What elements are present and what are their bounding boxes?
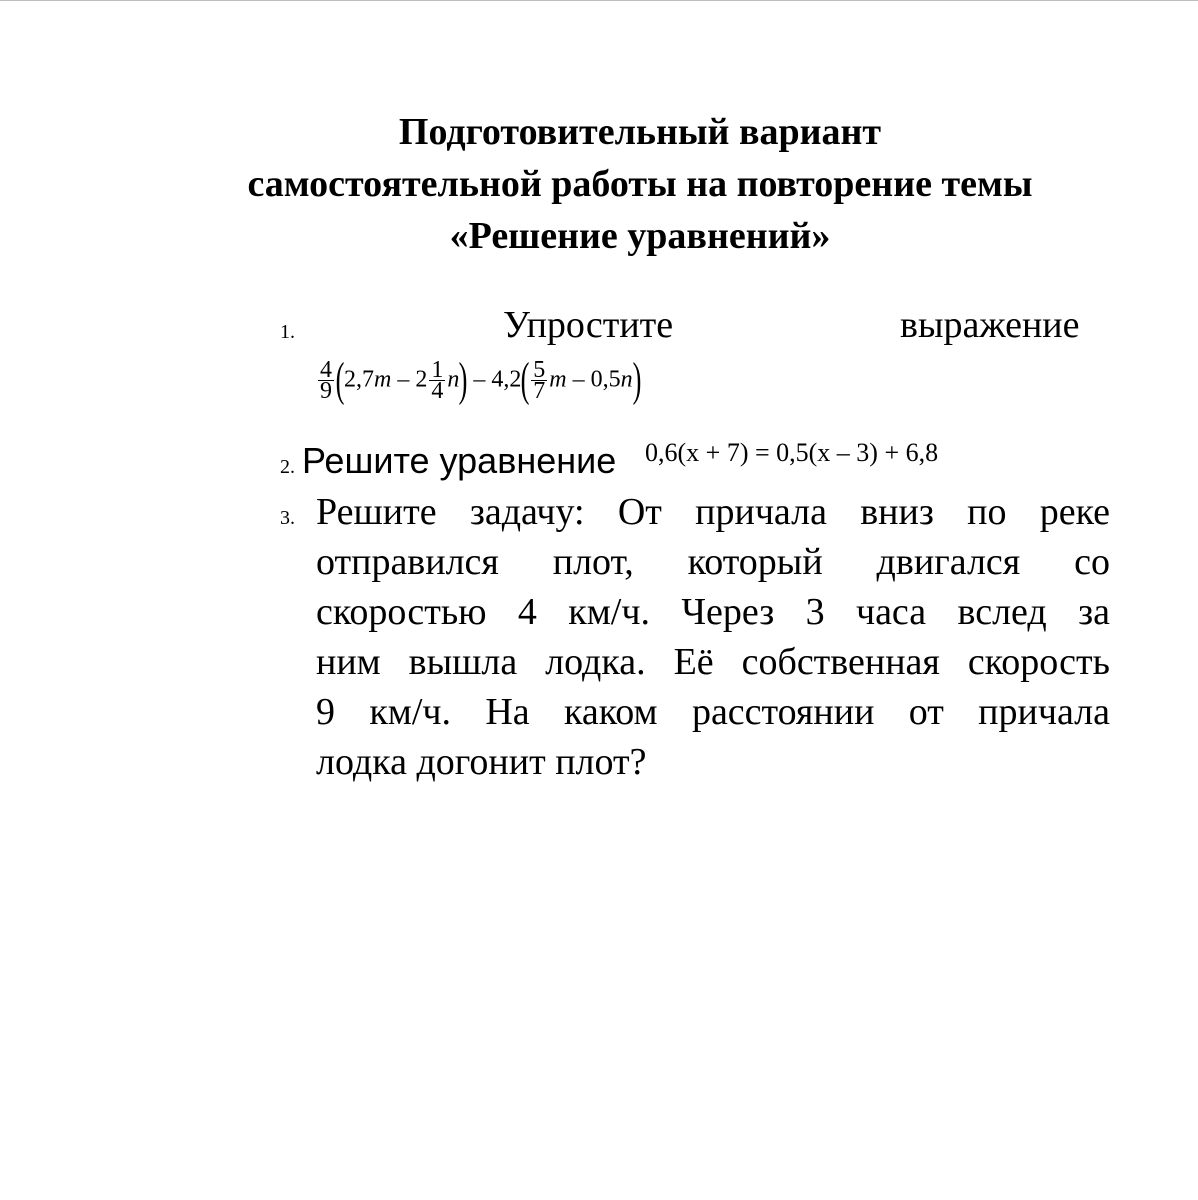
task-2-equation: 0,6(x + 7) = 0,5(x – 3) + 6,8 [645,438,939,467]
task-3-number: 3. [280,507,295,529]
open-paren-2: ( [520,353,530,406]
title-line-3: «Решение уравнений» [449,215,831,257]
task-1-word-simplify: Упростите [503,304,674,346]
task-3-text [316,487,1110,787]
task-1-word-expression: выражение [900,304,1080,346]
title-line-2: самостоятельной работы на повторение темы [247,163,1033,205]
task-3-line: Решите задачу: От причала вниз по реке [316,491,1110,533]
task-3-line: ним вышла лодка. Её собственная скорость [316,641,1110,683]
fraction-1-4: $\frac{1}{4}$ [431,356,444,404]
fraction-4-9: $\frac{4}{9}$ [320,356,332,404]
task-1-number: 1. [280,321,295,343]
title-line-1: Подготовительный вариант [398,111,882,153]
close-paren: ) [458,353,468,406]
task-3-line: отправился плот, который двигался со [316,541,1110,583]
task-3-line: 9 км/ч. На каком расстоянии от причала [316,691,1110,733]
fraction-5-7: $\frac{5}{7}$ [533,356,546,404]
task-1-expression: $\frac{4}{9}$ (2,7m – 2 $\frac{1}{4}$ n) – 4,2( $\frac{5}{7}$ m – 0,5n) [320,353,642,406]
page-title [0,106,1198,262]
task-2-text: Решите уравнение [302,440,617,481]
task-2-number: 2. [280,456,295,478]
close-paren-2: ) [632,353,642,406]
open-paren: ( [335,353,345,406]
top-border [0,0,1198,1]
task-3-line: лодка догонит плот? [316,741,647,783]
task-3-line: скоростью 4 км/ч. Через 3 часа вслед за [316,591,1110,633]
